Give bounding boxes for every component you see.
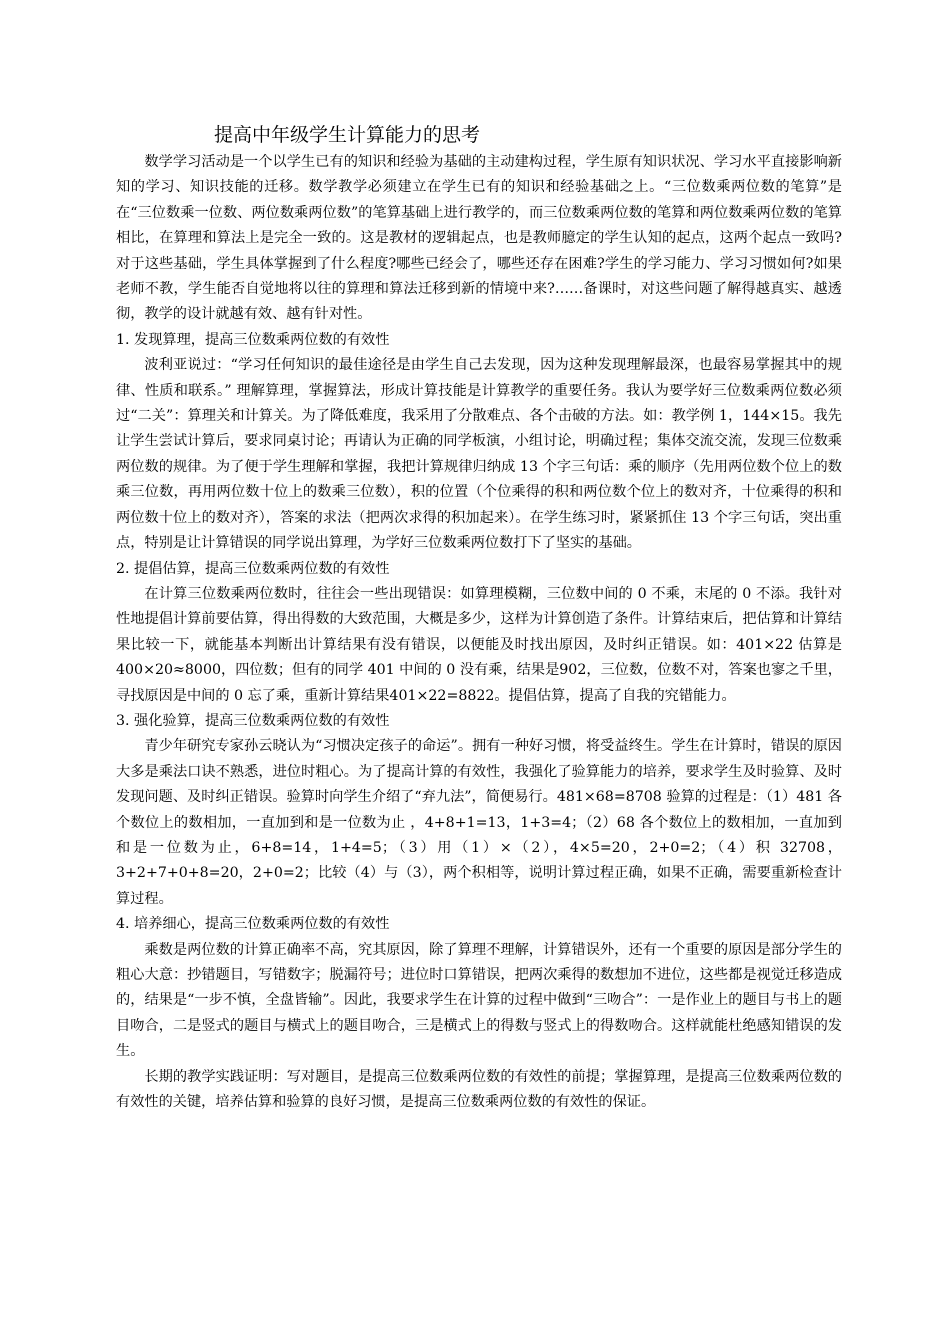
section-heading-4: 4. 培养细心，提高三位数乘两位数的有效性 — [116, 916, 390, 933]
section-body-4: 乘数是两位数的计算正确率不高，究其原因，除了算理不理解，计算错误外，还有一个重要的原因是部分学生的粗心大意：抄错题目，写错数字；脱漏符号；进位时口算错误，把两次乘得的数想加不进位，这些都是视觉迁移造成的，结果是“一步不慎，全盘皆输”。因此，我要求学生在计算的过程中做到“三吻合”：一是作业上的题目与书上的题目吻合，二是竖式的题目与横式上的题目吻合，三是横式上的得数与竖式上的得数吻合。这样就能杜绝感知错误的发生。 — [116, 941, 842, 1060]
section-heading-1: 1. 发现算理，提高三位数乘两位数的有效性 — [116, 331, 390, 348]
section-body-2: 在计算三位数乘两位数时，往往会一些出现错误：如算理模糊，三位数中间的 0 不乘，末尾的 0 不添。我针对性地提倡计算前要估算，得出得数的大致范围，大概是多少，这样为计算创造了条件。计算结束后，把估算和计算结果比较一下，就能基本判断出计算结果有没有错误，以便能及时找出原因，及时纠正错误。如：401×22 估算是 400×20≈8000，四位数；但有的同学 401 中间的 0 没有乘，结果是902，三位数，位数不对，答案也寥之千里，寻找原因是中间的 0 忘了乘，重新计算结果401×22=8822。提倡估算，提高了自我的究错能力。 — [116, 585, 842, 704]
section-body-1: 波利亚说过：“学习任何知识的最佳途径是由学生自己去发现，因为这种发现理解最深，也最容易掌握其中的规律、性质和联系。” 理解算理，掌握算法，形成计算技能是计算教学的重要任务。我认为要学好三位数乘两位数必须过“二关”：算理关和计算关。为了降低难度，我采用了分散难点、各个击破的方法。如：教学例 1，144×15。我先让学生尝试计算后，要求同桌讨论；再请认为正确的同学板演，小组讨论，明确过程；集体交流交流，发现三位数乘两位数的规律。为了便于学生理解和掌握，我把计算规律归纳成 13 个字三句话：乘的顺序（先用两位数个位上的数乘三位数，再用两位数十位上的数乘三位数），积的位置（个位乘得的积和两位数个位上的数对齐，十位乘得的积和两位数十位上的数对齐），答案的求法（把两次求得的积加起来）。在学生练习时，紧紧抓住 13 个字三句话，突出重点，特别是让计算错误的同学说出算理，为学好三位数乘两位数打下了坚实的基础。 — [116, 357, 842, 552]
section-body-3: 青少年研究专家孙云晓认为“习惯决定孩子的命运”。拥有一种好习惯，将受益终生。学生在计算时，错误的原因大多是乘法口诀不熟悉，进位时粗心。为了提高计算的有效性，我强化了验算能力的培养，要求学生及时验算、及时发现问题、及时纠正错误。验算时向学生介绍了“弃九法”，简便易行。481×68=8708 验算的过程是：（1）481 各个数位上的数相加，一直加到和是一位数为止 ，4+8+1=13，1+3=4；（2）68 各个数位上的数相加，一直加到和是一位数为止，6+8=14，1+4=5；（3）用（1）×（2），4×5=20，2+0=2；（4）积 32708，3+2+7+0+8=20，2+0=2；比较（4）与（3），两个积相等，说明计算过程正确，如果不正确，需要重新检查计算过程。 — [116, 738, 842, 907]
document-page — [116, 120, 842, 1115]
document-title: 提高中年级学生计算能力的思考 — [214, 124, 481, 146]
section-heading-3: 3. 强化验算，提高三位数乘两位数的有效性 — [116, 712, 390, 729]
intro-paragraph: 数学学习活动是一个以学生已有的知识和经验为基础的主动建构过程，学生原有知识状况、学习水平直接影响新知的学习、知识技能的迁移。数学教学必须建立在学生已有的知识和经验基础之上。“三位数乘两位数的笔算”是在“三位数乘一位数、两位数乘两位数”的笔算基础上进行教学的，而三位数乘两位数的笔算和两位数乘两位数的笔算相比，在算理和算法上是完全一致的。这是教材的逻辑起点，也是教师臆定的学生认知的起点，这两个起点一致吗?对于这些基础，学生具体掌握到了什么程度?哪些已经会了，哪些还存在困难?学生的学习能力、学习习惯如何?如果老师不教，学生能否自觉地将以往的算理和算法迁移到新的情境中来?……备课时，对这些问题了解得越真实、越透彻，教学的设计就越有效、越有针对性。 — [116, 154, 842, 323]
section-heading-2: 2. 提倡估算，提高三位数乘两位数的有效性 — [116, 560, 390, 577]
conclusion-paragraph: 长期的教学实践证明：写对题目，是提高三位数乘两位数的有效性的前提；掌握算理，是提高三位数乘两位数的有效性的关键，培养估算和验算的良好习惯，是提高三位数乘两位数的有效性的保证。 — [116, 1068, 842, 1111]
